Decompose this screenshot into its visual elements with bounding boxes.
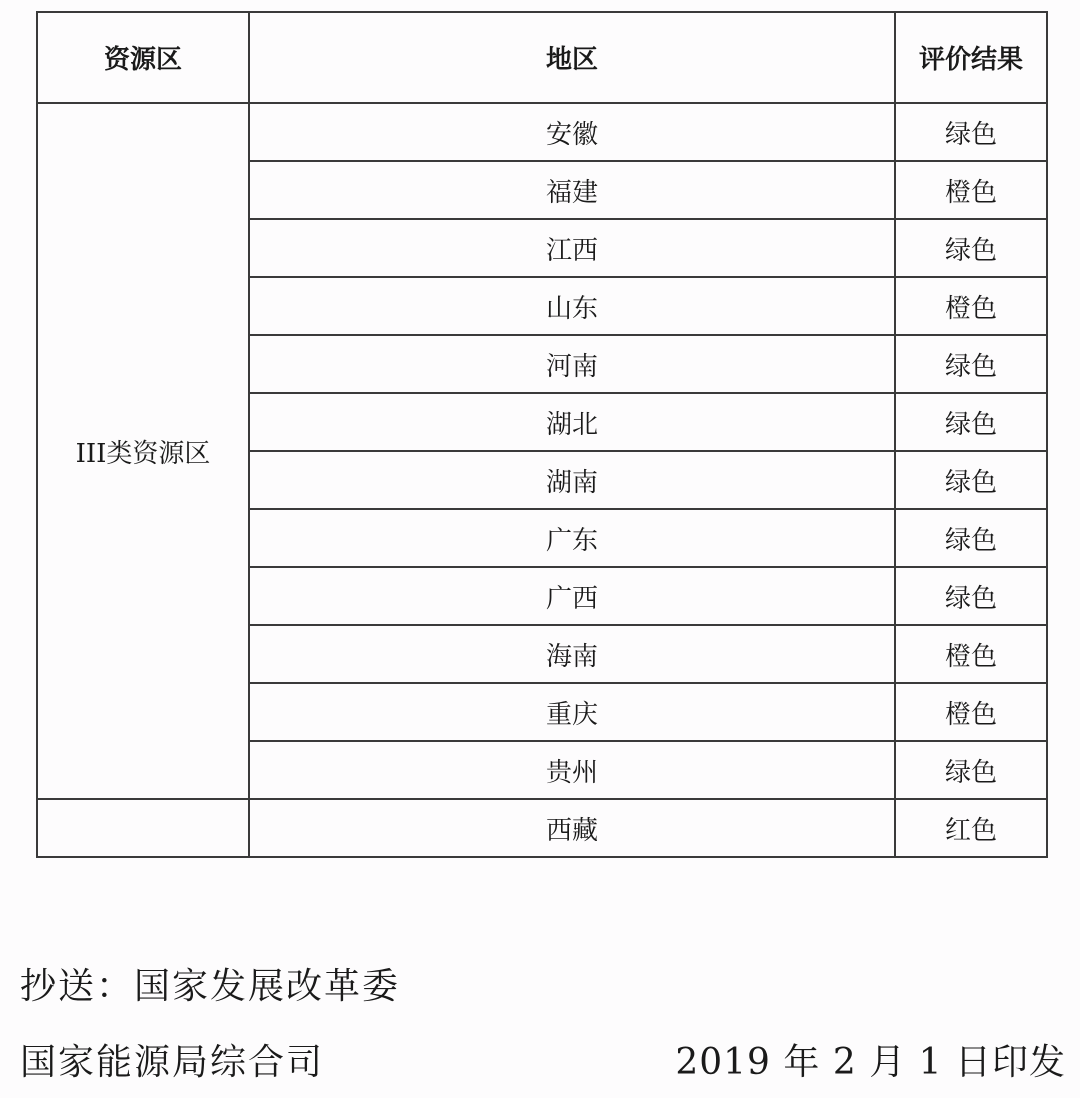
region-cell: 福建: [249, 161, 895, 219]
result-cell: 绿色: [895, 509, 1047, 567]
zone-cell-empty: [37, 799, 249, 857]
region-cell: 西藏: [249, 799, 895, 857]
result-cell: 绿色: [895, 451, 1047, 509]
region-cell: 海南: [249, 625, 895, 683]
result-cell: 绿色: [895, 219, 1047, 277]
result-cell: 绿色: [895, 741, 1047, 799]
region-cell: 贵州: [249, 741, 895, 799]
evaluation-table: [36, 11, 1048, 858]
cc-line: 抄送：国家发展改革委: [20, 966, 401, 1007]
region-cell: 安徽: [249, 103, 895, 161]
region-cell: 湖北: [249, 393, 895, 451]
result-cell: 绿色: [895, 335, 1047, 393]
region-cell: 山东: [249, 277, 895, 335]
result-cell: 绿色: [895, 393, 1047, 451]
issuer-line: 国家能源局综合司: [20, 1042, 325, 1083]
region-cell: 湖南: [249, 451, 895, 509]
issue-date: 2019 年 2 月 1 日印发: [675, 1042, 1066, 1083]
region-cell: 河南: [249, 335, 895, 393]
zone-group-cell: III类资源区: [37, 103, 249, 799]
result-cell: 橙色: [895, 277, 1047, 335]
region-cell: 广西: [249, 567, 895, 625]
result-cell: 橙色: [895, 161, 1047, 219]
table-row: [37, 103, 1047, 161]
header-region: 地区: [249, 12, 895, 103]
header-result: 评价结果: [895, 12, 1047, 103]
region-cell: 重庆: [249, 683, 895, 741]
result-cell: 绿色: [895, 567, 1047, 625]
header-zone: 资源区: [37, 12, 249, 103]
region-cell: 广东: [249, 509, 895, 567]
result-cell: 绿色: [895, 103, 1047, 161]
table-header-row: [37, 12, 1047, 103]
table-row: [37, 799, 1047, 857]
region-cell: 江西: [249, 219, 895, 277]
result-cell: 红色: [895, 799, 1047, 857]
result-cell: 橙色: [895, 683, 1047, 741]
result-cell: 橙色: [895, 625, 1047, 683]
